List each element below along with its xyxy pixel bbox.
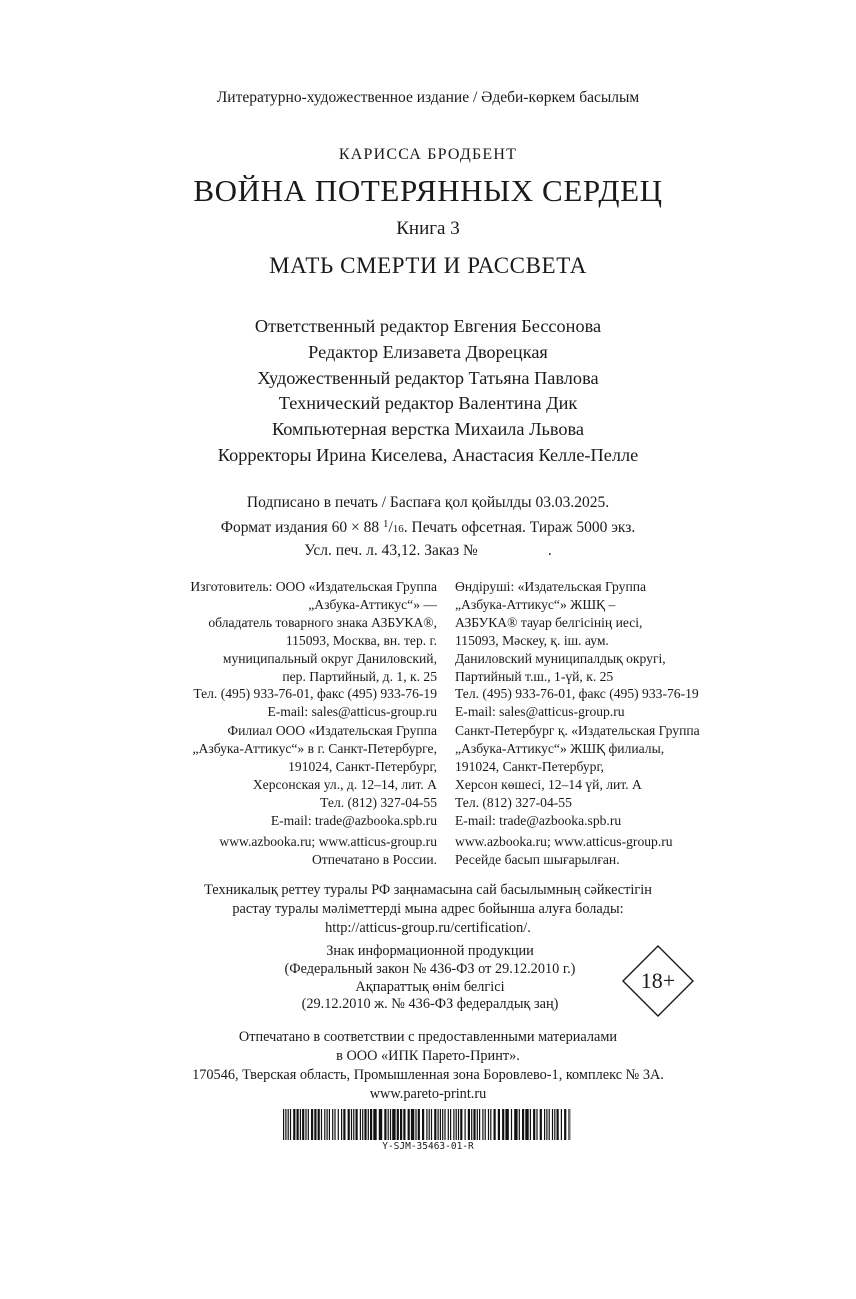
credit-line: Ответственный редактор Евгения Бессонова <box>254 316 602 336</box>
book-number: Книга 3 <box>396 218 460 239</box>
barcode <box>283 1109 573 1140</box>
credit-line: Художественный редактор Татьяна Павлова <box>257 367 599 388</box>
credit-line: Корректоры Ирина Киселева, Анастасия Келле-Пелле <box>217 444 639 465</box>
author-name: КАРИССА БРОДБЕНТ <box>338 146 518 163</box>
branch-kz: Санкт-Петербург қ. «Издательская Группа „Азбука-Аттикус“» ЖШҚ филиалы, 191024, Санкт-Петербург, Херсон көшесі, 12–14 үй, лит. А Тел. (812) 327-04-55 E-mail: trade@azbooka.spb.ru <box>455 723 700 828</box>
book-title: МАТЬ СМЕРТИ И РАССВЕТА <box>269 253 587 278</box>
manufacturer-ru: Изготовитель: ООО «Издательская Группа „Азбука-Аттикус“» — обладатель товарного знака АЗБУКА®, 115093, Москва, вн. тер. г. муниципальный округ Даниловский, пер. Партийный, д. 1, к. 25 Тел. (495) 933-76-01, факс (495) 933-76-19 E-mail: sales@atticus-group.ru <box>190 579 437 720</box>
printer-info: Отпечатано в соответствии с предоставленными материалами в ООО «ИПК Парето-Принт». 170546, Тверская область, Промышленная зона Боровлево-1, комплекс № 3А. www.pareto-print.ru <box>192 1029 664 1102</box>
format-line: Формат издания 60 × 88 $^1$/16. Печать офсетная. Тираж 5000 экз. <box>220 517 636 536</box>
certification-note: Техникалық реттеу туралы РФ заңнамасына сай басылымның сәйкестігін растау туралы мәліметтерді мына адрес бойынша алуға болады: http://atticus-group.ru/certification/. <box>204 882 652 936</box>
credit-line: Технический редактор Валентина Дик <box>278 393 578 414</box>
web-ru: www.azbooka.ru; www.atticus-group.ru Отпечатано в России. <box>219 834 437 867</box>
credits-block <box>0 314 856 469</box>
credit-line: Компьютерная верстка Михаила Львова <box>271 419 584 440</box>
edition-type: Литературно-художественное издание / Әдеби-көркем басылым <box>216 89 640 106</box>
series-title: ВОЙНА ПОТЕРЯННЫХ СЕРДЕЦ <box>193 173 663 208</box>
print-info <box>0 492 856 562</box>
manufacturer-kz: Өндіруші: «Издательская Группа „Азбука-Аттикус“» ЖШҚ – АЗБУКА® тауар белгісінің иесі, 115093, Мәскеу, қ. іш. аум. Даниловский муниципалдық округі, Партийный т.ш., 1-үй, к. 25 Тел. (495) 933-76-01, факс (495) 933-76-19 E-mail: sales@atticus-group.ru <box>455 579 699 720</box>
info-product-sign: Знак информационной продукции (Федеральный закон № 436-ФЗ от 29.12.2010 г.) Ақпараттық өнім белгісі (29.12.2010 ж. № 436-ФЗ федералдық заң) <box>284 943 576 1013</box>
credit-line: Редактор Елизавета Дворецкая <box>308 341 548 362</box>
volume-line: Усл. печ. л. 43,12. Заказ № . <box>304 542 552 559</box>
barcode-text: Y-SJM-35463-01-R <box>382 1141 474 1152</box>
web-kz: www.azbooka.ru; www.atticus-group.ru Ресейде басып шығарылған. <box>455 834 673 867</box>
age-rating-text: 18+ <box>640 968 676 993</box>
signed-date: Подписано в печать / Баспаға қол қойылды 03.03.2025. <box>246 494 610 511</box>
branch-ru: Филиал ООО «Издательская Группа „Азбука-Аттикус“» в г. Санкт-Петербурге, 191024, Санкт-Петербург, Херсонская ул., д. 12–14, лит. А Тел. (812) 327-04-55 E-mail: trade@azbooka.spb.ru <box>192 723 437 828</box>
age-rating-badge <box>622 945 694 1017</box>
